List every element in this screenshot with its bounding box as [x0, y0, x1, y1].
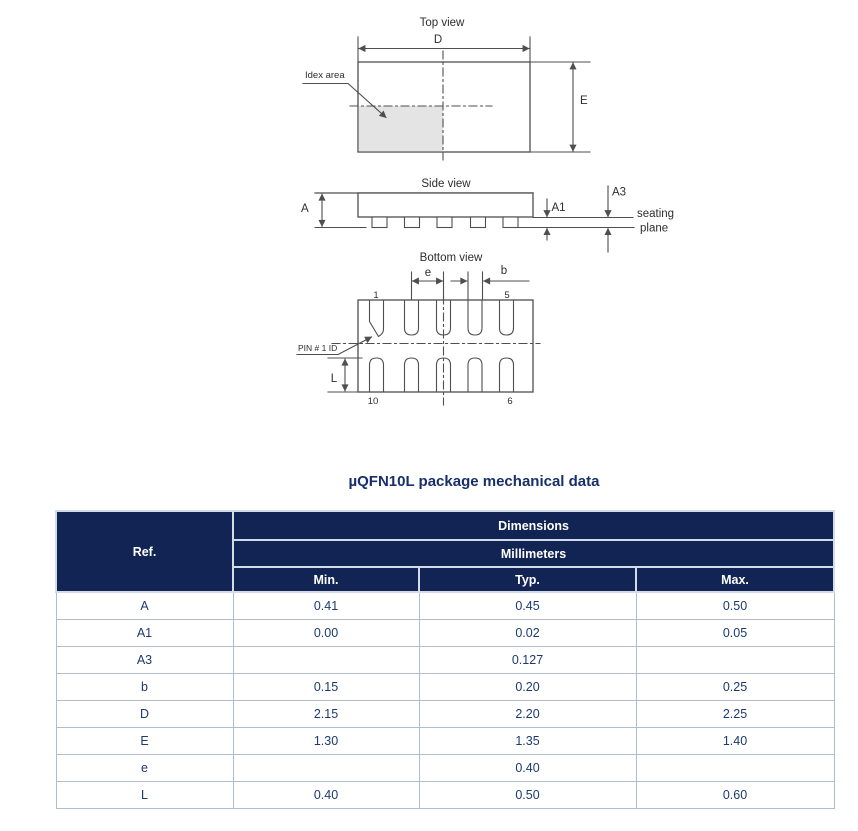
max-cell: 0.60: [636, 782, 834, 809]
min-cell: 1.30: [233, 728, 419, 755]
header-typ: Typ.: [419, 567, 636, 592]
top-view-title: Top view: [419, 17, 465, 29]
ref-cell: A3: [56, 647, 233, 674]
min-cell: 0.15: [233, 674, 419, 701]
min-cell: [233, 647, 419, 674]
typ-cell: 0.02: [419, 620, 636, 647]
dim-label-l: L: [330, 373, 338, 385]
table-row: [56, 674, 834, 701]
table-row: [56, 620, 834, 647]
max-cell: 0.25: [636, 674, 834, 701]
dim-label-e-pitch: e: [424, 267, 432, 279]
max-cell: 2.25: [636, 701, 834, 728]
ref-cell: A: [56, 592, 233, 620]
header-min: Min.: [233, 567, 419, 592]
table-row: [56, 755, 834, 782]
min-cell: 0.41: [233, 592, 419, 620]
table-row: [56, 782, 834, 809]
mechanical-data-table: [55, 510, 835, 809]
table-row: [56, 701, 834, 728]
header-dimensions: Dimensions: [233, 511, 834, 540]
header-max: Max.: [636, 567, 834, 592]
typ-cell: 1.35: [419, 728, 636, 755]
typ-cell: 0.40: [419, 755, 636, 782]
header-millimeters: Millimeters: [233, 540, 834, 567]
side-view-drawing: [301, 178, 674, 252]
typ-cell: 0.45: [419, 592, 636, 620]
max-cell: 0.50: [636, 592, 834, 620]
typ-cell: 0.20: [419, 674, 636, 701]
max-cell: [636, 647, 834, 674]
table-title: µQFN10L package mechanical data: [348, 473, 600, 490]
bottom-view-drawing: [297, 252, 540, 407]
typ-cell: 0.127: [419, 647, 636, 674]
table-row: [56, 647, 834, 674]
ref-cell: E: [56, 728, 233, 755]
ref-cell: b: [56, 674, 233, 701]
dim-label-a1: A1: [551, 202, 566, 214]
min-cell: 2.15: [233, 701, 419, 728]
dim-label-a3: A3: [612, 186, 627, 199]
pin-number-6: 6: [507, 396, 513, 407]
max-cell: 1.40: [636, 728, 834, 755]
pin-number-10: 10: [367, 396, 379, 407]
seating-plane-label-line2: plane: [640, 222, 669, 235]
table-row: [56, 728, 834, 755]
table-row: [56, 592, 834, 620]
ref-cell: A1: [56, 620, 233, 647]
seating-plane-label-line1: seating: [637, 208, 675, 220]
typ-cell: 0.50: [419, 782, 636, 809]
side-view-body: [358, 193, 533, 217]
bottom-view-title: Bottom view: [419, 252, 483, 264]
ref-cell: D: [56, 701, 233, 728]
side-view-title: Side view: [421, 178, 471, 190]
ref-cell: L: [56, 782, 233, 809]
pin-number-5: 5: [504, 290, 510, 301]
top-view-drawing: [303, 17, 590, 160]
bottom-view-outline: [358, 300, 533, 392]
dim-label-a: A: [301, 203, 309, 215]
dim-label-b: b: [500, 265, 508, 277]
dim-label-e-upper: E: [580, 95, 588, 107]
typ-cell: 2.20: [419, 701, 636, 728]
dim-label-d: D: [433, 34, 443, 46]
pin-number-1: 1: [373, 290, 379, 301]
max-cell: [636, 755, 834, 782]
header-ref: Ref.: [56, 511, 233, 592]
min-cell: 0.40: [233, 782, 419, 809]
ref-cell: e: [56, 755, 233, 782]
min-cell: [233, 755, 419, 782]
index-area-label: Idex area: [305, 70, 345, 81]
index-area: [359, 106, 443, 151]
pin1-id-label: PIN # 1 ID: [298, 343, 338, 353]
max-cell: 0.05: [636, 620, 834, 647]
min-cell: 0.00: [233, 620, 419, 647]
